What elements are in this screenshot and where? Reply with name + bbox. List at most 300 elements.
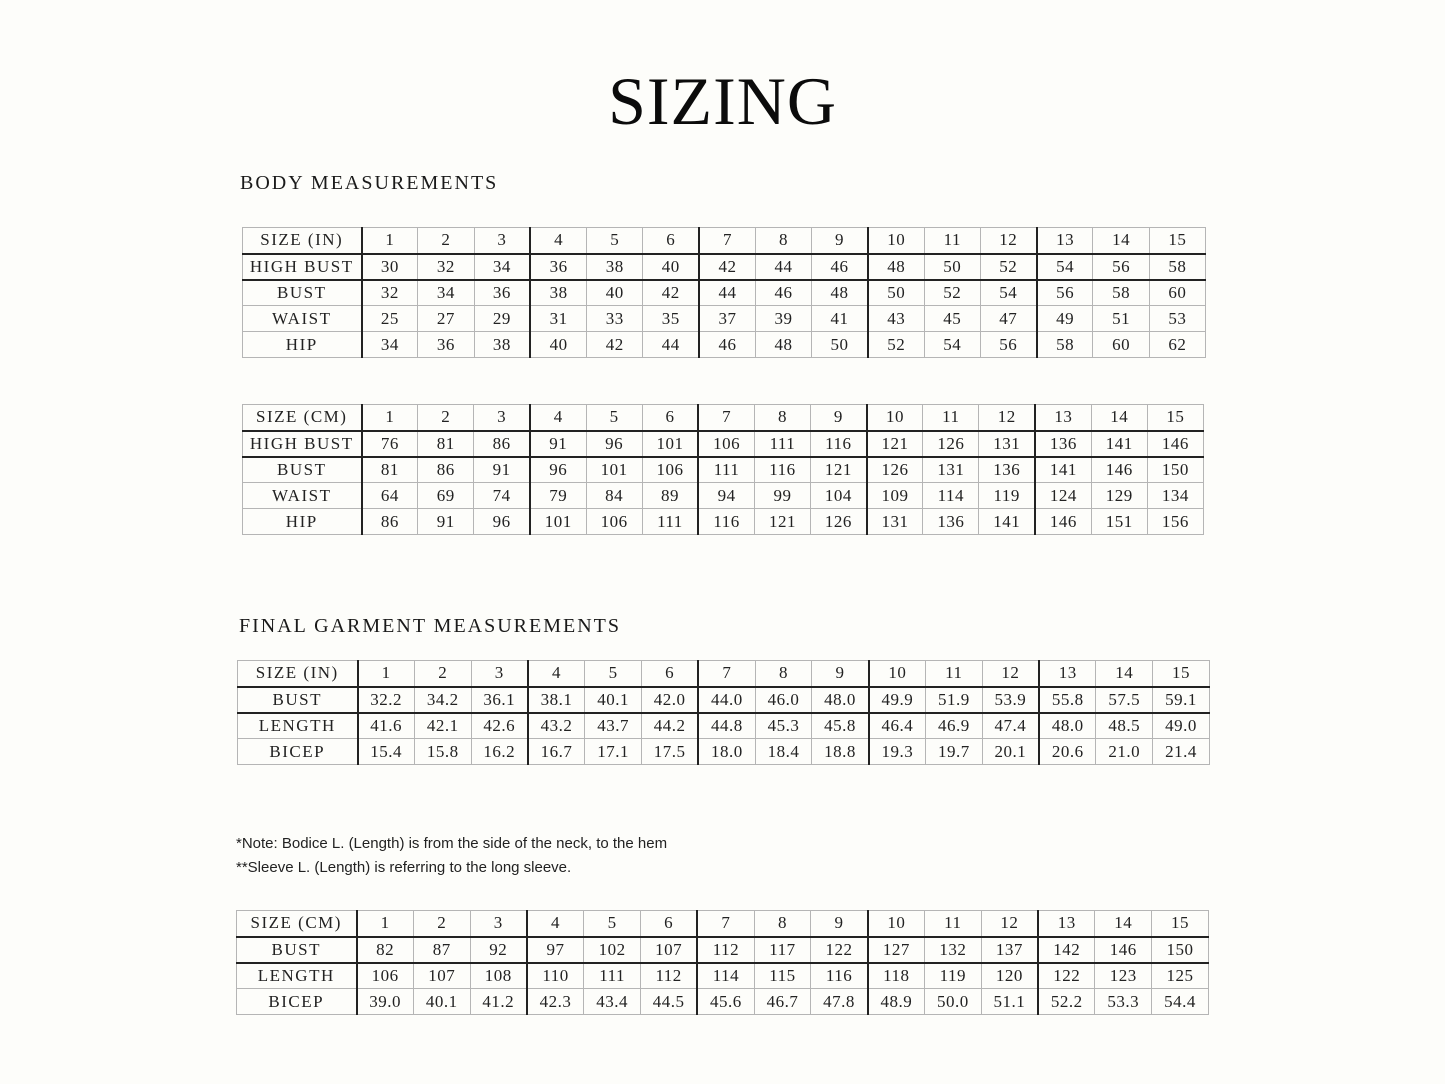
measurement-value: 56 <box>1037 280 1093 306</box>
measurement-label: WAIST <box>243 483 362 509</box>
measurement-value: 107 <box>640 937 697 963</box>
measurement-value: 112 <box>697 937 754 963</box>
measurement-value: 123 <box>1095 963 1152 989</box>
measurement-value: 42.3 <box>527 989 584 1015</box>
size-column-header: 11 <box>925 661 982 687</box>
measurement-label: HIP <box>243 332 362 358</box>
size-column-header: 6 <box>641 661 698 687</box>
measurement-value: 44 <box>643 332 699 358</box>
measurement-value: 45.3 <box>755 713 812 739</box>
final-garment-measurements-heading: FINAL GARMENT MEASUREMENTS <box>239 615 622 637</box>
measurement-value: 134 <box>1147 483 1203 509</box>
measurement-value: 99 <box>754 483 810 509</box>
table-header-row <box>238 661 1210 687</box>
measurement-value: 34 <box>474 254 530 280</box>
measurement-label: BUST <box>237 937 357 963</box>
measurement-value: 20.1 <box>982 739 1039 765</box>
measurement-value: 48.5 <box>1096 713 1153 739</box>
measurement-value: 76 <box>362 431 418 457</box>
measurement-value: 47.4 <box>982 713 1039 739</box>
measurement-value: 46 <box>812 254 868 280</box>
measurement-value: 141 <box>1035 457 1091 483</box>
measurement-value: 29 <box>474 306 530 332</box>
table-row <box>237 937 1209 963</box>
table-row <box>243 483 1204 509</box>
size-column-header: 4 <box>527 911 584 937</box>
measurement-value: 16.7 <box>528 739 585 765</box>
measurement-value: 101 <box>642 431 698 457</box>
note-sleeve-length: **Sleeve L. (Length) is referring to the long sleeve. <box>236 859 572 876</box>
measurement-value: 150 <box>1152 937 1209 963</box>
measurement-value: 46 <box>699 332 755 358</box>
measurement-value: 49.9 <box>869 687 926 713</box>
body-measurements-inches-table <box>242 227 1206 358</box>
measurement-value: 54.4 <box>1152 989 1209 1015</box>
size-column-header: 8 <box>755 228 811 254</box>
measurement-notes <box>236 832 667 880</box>
measurement-value: 108 <box>470 963 527 989</box>
measurement-value: 46.0 <box>755 687 812 713</box>
measurement-value: 101 <box>586 457 642 483</box>
measurement-value: 49.0 <box>1153 713 1210 739</box>
measurement-value: 125 <box>1152 963 1209 989</box>
size-column-header: 1 <box>358 661 415 687</box>
measurement-value: 38 <box>587 254 643 280</box>
measurement-value: 146 <box>1035 509 1091 535</box>
table-row <box>238 713 1210 739</box>
measurement-value: 57.5 <box>1096 687 1153 713</box>
measurement-value: 18.0 <box>698 739 755 765</box>
measurement-value: 44.2 <box>641 713 698 739</box>
size-column-header: 14 <box>1096 661 1153 687</box>
measurement-value: 116 <box>698 509 754 535</box>
size-column-header: 7 <box>698 405 754 431</box>
measurement-value: 122 <box>811 937 868 963</box>
measurement-value: 156 <box>1147 509 1203 535</box>
size-column-header: 7 <box>699 228 755 254</box>
size-column-header: 12 <box>979 405 1035 431</box>
size-column-header: 2 <box>413 911 470 937</box>
measurement-value: 43 <box>868 306 924 332</box>
measurement-value: 31 <box>530 306 586 332</box>
table-row <box>243 457 1204 483</box>
size-column-header: 13 <box>1035 405 1091 431</box>
size-column-header: 8 <box>754 911 811 937</box>
size-column-header: 8 <box>755 661 812 687</box>
measurement-value: 48.9 <box>868 989 925 1015</box>
measurement-value: 146 <box>1095 937 1152 963</box>
size-column-header: 15 <box>1153 661 1210 687</box>
size-unit-label: SIZE (IN) <box>238 661 358 687</box>
size-column-header: 4 <box>530 228 586 254</box>
measurement-value: 121 <box>867 431 923 457</box>
measurement-value: 42 <box>699 254 755 280</box>
size-column-header: 9 <box>811 405 867 431</box>
measurement-value: 52 <box>980 254 1036 280</box>
measurement-value: 86 <box>474 431 530 457</box>
measurement-label: HIGH BUST <box>243 254 362 280</box>
size-column-header: 13 <box>1039 661 1096 687</box>
measurement-value: 121 <box>754 509 810 535</box>
measurement-value: 50 <box>924 254 980 280</box>
measurement-value: 81 <box>362 457 418 483</box>
measurement-value: 36 <box>530 254 586 280</box>
size-column-header: 14 <box>1093 228 1149 254</box>
size-column-header: 15 <box>1152 911 1209 937</box>
measurement-value: 124 <box>1035 483 1091 509</box>
measurement-value: 53.9 <box>982 687 1039 713</box>
measurement-value: 114 <box>697 963 754 989</box>
measurement-value: 129 <box>1091 483 1147 509</box>
size-column-header: 11 <box>924 911 981 937</box>
size-column-header: 11 <box>924 228 980 254</box>
measurement-value: 107 <box>413 963 470 989</box>
measurement-value: 60 <box>1093 332 1149 358</box>
measurement-value: 21.0 <box>1096 739 1153 765</box>
measurement-value: 45.6 <box>697 989 754 1015</box>
measurement-value: 54 <box>924 332 980 358</box>
measurement-value: 116 <box>754 457 810 483</box>
size-column-header: 2 <box>414 661 471 687</box>
measurement-value: 48 <box>755 332 811 358</box>
page-title: SIZING <box>608 63 837 139</box>
table-header-row <box>243 405 1204 431</box>
measurement-value: 41.6 <box>358 713 415 739</box>
table-row <box>243 254 1206 280</box>
measurement-value: 46.4 <box>869 713 926 739</box>
measurement-value: 111 <box>754 431 810 457</box>
measurement-value: 50.0 <box>924 989 981 1015</box>
measurement-label: HIP <box>243 509 362 535</box>
measurement-value: 142 <box>1038 937 1095 963</box>
size-column-header: 9 <box>812 661 869 687</box>
size-column-header: 6 <box>642 405 698 431</box>
measurement-value: 114 <box>923 483 979 509</box>
measurement-value: 37 <box>699 306 755 332</box>
measurement-value: 120 <box>981 963 1038 989</box>
measurement-value: 19.3 <box>869 739 926 765</box>
size-unit-label: SIZE (CM) <box>243 405 362 431</box>
measurement-value: 52.2 <box>1038 989 1095 1015</box>
measurement-value: 27 <box>418 306 474 332</box>
size-column-header: 1 <box>362 405 418 431</box>
size-column-header: 15 <box>1149 228 1205 254</box>
size-column-header: 10 <box>869 661 926 687</box>
table-row <box>243 306 1206 332</box>
measurement-value: 146 <box>1091 457 1147 483</box>
measurement-value: 110 <box>527 963 584 989</box>
measurement-value: 136 <box>923 509 979 535</box>
size-column-header: 14 <box>1091 405 1147 431</box>
size-column-header: 11 <box>923 405 979 431</box>
measurement-value: 38 <box>530 280 586 306</box>
measurement-value: 38 <box>474 332 530 358</box>
measurement-value: 42.0 <box>641 687 698 713</box>
measurement-value: 46.9 <box>925 713 982 739</box>
measurement-value: 96 <box>474 509 530 535</box>
measurement-value: 86 <box>362 509 418 535</box>
measurement-value: 116 <box>811 431 867 457</box>
measurement-value: 44.5 <box>640 989 697 1015</box>
size-column-header: 13 <box>1038 911 1095 937</box>
measurement-value: 84 <box>586 483 642 509</box>
measurement-value: 40 <box>530 332 586 358</box>
measurement-value: 106 <box>586 509 642 535</box>
measurement-value: 64 <box>362 483 418 509</box>
measurement-value: 18.4 <box>755 739 812 765</box>
table-header-row <box>237 911 1209 937</box>
measurement-value: 69 <box>418 483 474 509</box>
note-bodice-length: *Note: Bodice L. (Length) is from the side of the neck, to the hem <box>236 835 668 852</box>
table-row <box>238 687 1210 713</box>
measurement-value: 54 <box>1037 254 1093 280</box>
size-column-header: 2 <box>418 228 474 254</box>
size-column-header: 2 <box>418 405 474 431</box>
table-row <box>243 431 1204 457</box>
size-column-header: 6 <box>643 228 699 254</box>
size-column-header: 13 <box>1037 228 1093 254</box>
measurement-value: 82 <box>357 937 414 963</box>
table-row <box>243 509 1204 535</box>
measurement-value: 39.0 <box>357 989 414 1015</box>
measurement-value: 17.1 <box>585 739 642 765</box>
size-column-header: 5 <box>586 405 642 431</box>
measurement-value: 18.8 <box>812 739 869 765</box>
size-column-header: 3 <box>474 405 530 431</box>
measurement-value: 43.2 <box>528 713 585 739</box>
measurement-value: 40 <box>643 254 699 280</box>
measurement-value: 49 <box>1037 306 1093 332</box>
measurement-value: 48.0 <box>812 687 869 713</box>
size-column-header: 15 <box>1147 405 1203 431</box>
size-column-header: 4 <box>530 405 586 431</box>
measurement-value: 42 <box>643 280 699 306</box>
measurement-value: 44 <box>699 280 755 306</box>
measurement-value: 46 <box>755 280 811 306</box>
measurement-value: 25 <box>362 306 418 332</box>
measurement-value: 53.3 <box>1095 989 1152 1015</box>
measurement-value: 47.8 <box>811 989 868 1015</box>
measurement-value: 50 <box>868 280 924 306</box>
measurement-value: 43.7 <box>585 713 642 739</box>
measurement-value: 58 <box>1149 254 1205 280</box>
measurement-value: 51.1 <box>981 989 1038 1015</box>
size-column-header: 4 <box>528 661 585 687</box>
measurement-value: 131 <box>867 509 923 535</box>
measurement-value: 33 <box>587 306 643 332</box>
measurement-label: BICEP <box>238 739 358 765</box>
size-column-header: 9 <box>812 228 868 254</box>
measurement-value: 102 <box>584 937 641 963</box>
measurement-value: 17.5 <box>641 739 698 765</box>
measurement-value: 38.1 <box>528 687 585 713</box>
measurement-value: 146 <box>1147 431 1203 457</box>
size-column-header: 7 <box>698 661 755 687</box>
measurement-value: 127 <box>868 937 925 963</box>
measurement-value: 58 <box>1093 280 1149 306</box>
measurement-value: 53 <box>1149 306 1205 332</box>
measurement-value: 42 <box>587 332 643 358</box>
size-column-header: 10 <box>868 228 924 254</box>
measurement-value: 92 <box>470 937 527 963</box>
measurement-value: 58 <box>1037 332 1093 358</box>
measurement-value: 119 <box>924 963 981 989</box>
measurement-value: 132 <box>924 937 981 963</box>
measurement-value: 91 <box>474 457 530 483</box>
measurement-value: 41.2 <box>470 989 527 1015</box>
measurement-value: 56 <box>980 332 1036 358</box>
measurement-value: 41 <box>812 306 868 332</box>
table-row <box>237 963 1209 989</box>
measurement-value: 32 <box>418 254 474 280</box>
measurement-value: 106 <box>698 431 754 457</box>
measurement-value: 42.6 <box>471 713 528 739</box>
table-header-row <box>243 228 1206 254</box>
garment-measurements-inches-table <box>237 660 1210 765</box>
measurement-value: 79 <box>530 483 586 509</box>
measurement-value: 150 <box>1147 457 1203 483</box>
measurement-value: 96 <box>586 431 642 457</box>
measurement-value: 89 <box>642 483 698 509</box>
measurement-value: 112 <box>640 963 697 989</box>
measurement-value: 36 <box>418 332 474 358</box>
measurement-value: 51 <box>1093 306 1149 332</box>
measurement-value: 36 <box>474 280 530 306</box>
size-column-header: 10 <box>868 911 925 937</box>
measurement-value: 121 <box>811 457 867 483</box>
measurement-value: 116 <box>811 963 868 989</box>
measurement-value: 47 <box>980 306 1036 332</box>
size-column-header: 8 <box>754 405 810 431</box>
size-column-header: 6 <box>640 911 697 937</box>
measurement-value: 60 <box>1149 280 1205 306</box>
measurement-value: 32 <box>362 280 418 306</box>
measurement-value: 39 <box>755 306 811 332</box>
size-column-header: 12 <box>980 228 1036 254</box>
measurement-value: 54 <box>980 280 1036 306</box>
measurement-label: HIGH BUST <box>243 431 362 457</box>
size-column-header: 3 <box>471 661 528 687</box>
measurement-value: 62 <box>1149 332 1205 358</box>
measurement-value: 48.0 <box>1039 713 1096 739</box>
measurement-value: 44 <box>755 254 811 280</box>
size-column-header: 1 <box>357 911 414 937</box>
measurement-label: BUST <box>243 457 362 483</box>
measurement-value: 101 <box>530 509 586 535</box>
measurement-value: 104 <box>811 483 867 509</box>
size-column-header: 12 <box>982 661 1039 687</box>
size-column-header: 9 <box>811 911 868 937</box>
measurement-value: 106 <box>357 963 414 989</box>
size-column-header: 10 <box>867 405 923 431</box>
measurement-value: 122 <box>1038 963 1095 989</box>
measurement-value: 15.4 <box>358 739 415 765</box>
measurement-value: 115 <box>754 963 811 989</box>
measurement-value: 96 <box>530 457 586 483</box>
measurement-value: 137 <box>981 937 1038 963</box>
measurement-value: 32.2 <box>358 687 415 713</box>
measurement-value: 45.8 <box>812 713 869 739</box>
measurement-label: LENGTH <box>237 963 357 989</box>
measurement-value: 136 <box>1035 431 1091 457</box>
measurement-value: 21.4 <box>1153 739 1210 765</box>
size-unit-label: SIZE (CM) <box>237 911 357 937</box>
measurement-value: 52 <box>924 280 980 306</box>
measurement-value: 16.2 <box>471 739 528 765</box>
measurement-value: 141 <box>979 509 1035 535</box>
measurement-value: 109 <box>867 483 923 509</box>
measurement-value: 40.1 <box>413 989 470 1015</box>
measurement-value: 151 <box>1091 509 1147 535</box>
measurement-label: BUST <box>238 687 358 713</box>
garment-measurements-cm-table <box>236 910 1209 1015</box>
measurement-value: 55.8 <box>1039 687 1096 713</box>
body-measurements-cm-table <box>242 404 1204 535</box>
measurement-value: 40 <box>587 280 643 306</box>
measurement-value: 34 <box>418 280 474 306</box>
measurement-label: BUST <box>243 280 362 306</box>
measurement-value: 81 <box>418 431 474 457</box>
body-measurements-heading: BODY MEASUREMENTS <box>240 172 499 194</box>
measurement-label: WAIST <box>243 306 362 332</box>
measurement-value: 86 <box>418 457 474 483</box>
measurement-value: 48 <box>812 280 868 306</box>
size-column-header: 3 <box>474 228 530 254</box>
measurement-value: 111 <box>584 963 641 989</box>
measurement-value: 43.4 <box>584 989 641 1015</box>
measurement-value: 141 <box>1091 431 1147 457</box>
measurement-value: 56 <box>1093 254 1149 280</box>
measurement-value: 91 <box>418 509 474 535</box>
measurement-value: 19.7 <box>925 739 982 765</box>
size-column-header: 5 <box>587 228 643 254</box>
measurement-value: 91 <box>530 431 586 457</box>
size-column-header: 14 <box>1095 911 1152 937</box>
measurement-value: 40.1 <box>585 687 642 713</box>
measurement-value: 34.2 <box>414 687 471 713</box>
size-column-header: 1 <box>362 228 418 254</box>
measurement-value: 119 <box>979 483 1035 509</box>
size-column-header: 7 <box>697 911 754 937</box>
measurement-value: 126 <box>923 431 979 457</box>
measurement-value: 136 <box>979 457 1035 483</box>
measurement-value: 117 <box>754 937 811 963</box>
measurement-value: 126 <box>867 457 923 483</box>
measurement-value: 111 <box>698 457 754 483</box>
measurement-value: 34 <box>362 332 418 358</box>
measurement-value: 131 <box>923 457 979 483</box>
size-column-header: 3 <box>470 911 527 937</box>
measurement-value: 15.8 <box>414 739 471 765</box>
measurement-value: 106 <box>642 457 698 483</box>
measurement-value: 97 <box>527 937 584 963</box>
measurement-value: 48 <box>868 254 924 280</box>
measurement-label: LENGTH <box>238 713 358 739</box>
table-row <box>243 332 1206 358</box>
measurement-value: 131 <box>979 431 1035 457</box>
measurement-value: 51.9 <box>925 687 982 713</box>
measurement-value: 59.1 <box>1153 687 1210 713</box>
table-row <box>238 739 1210 765</box>
measurement-value: 42.1 <box>414 713 471 739</box>
measurement-value: 94 <box>698 483 754 509</box>
measurement-value: 45 <box>924 306 980 332</box>
measurement-value: 44.0 <box>698 687 755 713</box>
measurement-value: 118 <box>868 963 925 989</box>
measurement-value: 46.7 <box>754 989 811 1015</box>
measurement-value: 20.6 <box>1039 739 1096 765</box>
table-row <box>237 989 1209 1015</box>
